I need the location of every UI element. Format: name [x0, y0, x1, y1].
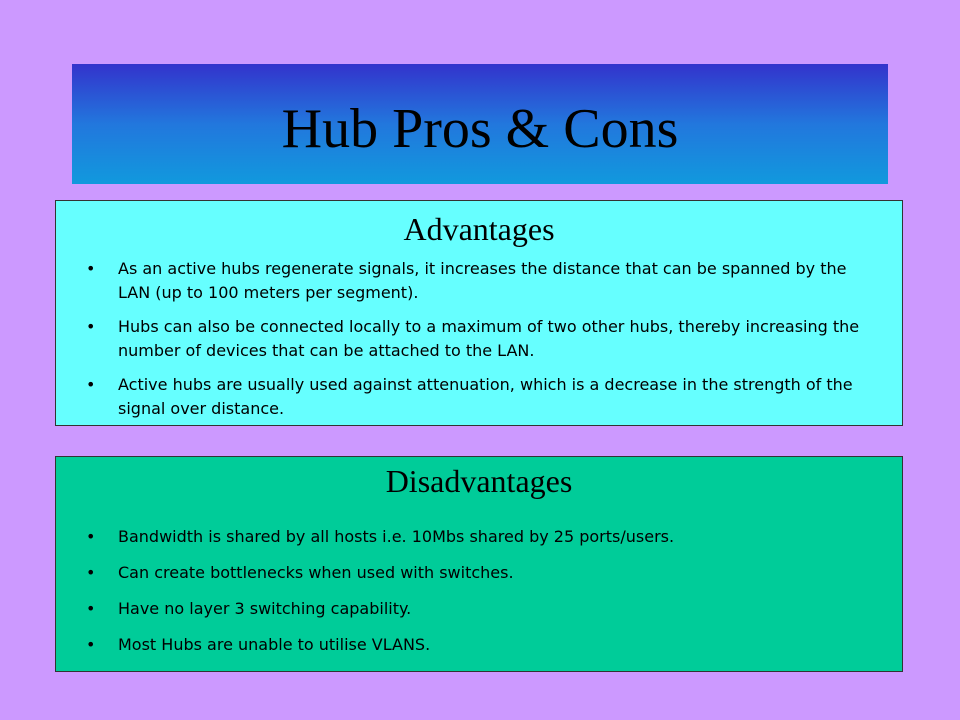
list-item-text: Hubs can also be connected locally to a maximum of two other hubs, thereby increasing the number of devices that can be attached to the LAN.: [118, 317, 860, 360]
bullet-icon: •: [86, 317, 96, 336]
bullet-icon: •: [86, 527, 96, 546]
list-item: [56, 561, 902, 585]
disadvantages-list: [56, 525, 902, 657]
disadvantages-panel: [55, 456, 903, 672]
list-item: [56, 315, 902, 363]
list-item-text: Have no layer 3 switching capability.: [118, 599, 412, 618]
slide-title: Hub Pros & Cons: [281, 98, 679, 160]
list-item-text: As an active hubs regenerate signals, it increases the distance that can be spanned by the LAN (up to 100 meters per segment).: [118, 259, 847, 302]
list-item: [56, 597, 902, 621]
advantages-panel: [55, 200, 903, 426]
bullet-icon: •: [86, 259, 96, 278]
list-item-text: Active hubs are usually used against attenuation, which is a decrease in the strength of the signal over distance.: [118, 375, 853, 418]
list-item-text: Bandwidth is shared by all hosts i.e. 10Mbs shared by 25 ports/users.: [118, 527, 675, 546]
list-item: [56, 633, 902, 657]
bullet-icon: •: [86, 635, 96, 654]
list-item: [56, 525, 902, 549]
bullet-icon: •: [86, 599, 96, 618]
bullet-icon: •: [86, 563, 96, 582]
list-item: [56, 257, 902, 305]
list-item-text: Most Hubs are unable to utilise VLANS.: [118, 635, 431, 654]
list-item: [56, 373, 902, 421]
advantages-heading: Advantages: [403, 211, 555, 247]
disadvantages-heading: Disadvantages: [385, 463, 573, 499]
advantages-list: [56, 257, 902, 421]
bullet-icon: •: [86, 375, 96, 394]
list-item-text: Can create bottlenecks when used with switches.: [118, 563, 514, 582]
title-banner: [72, 64, 888, 184]
